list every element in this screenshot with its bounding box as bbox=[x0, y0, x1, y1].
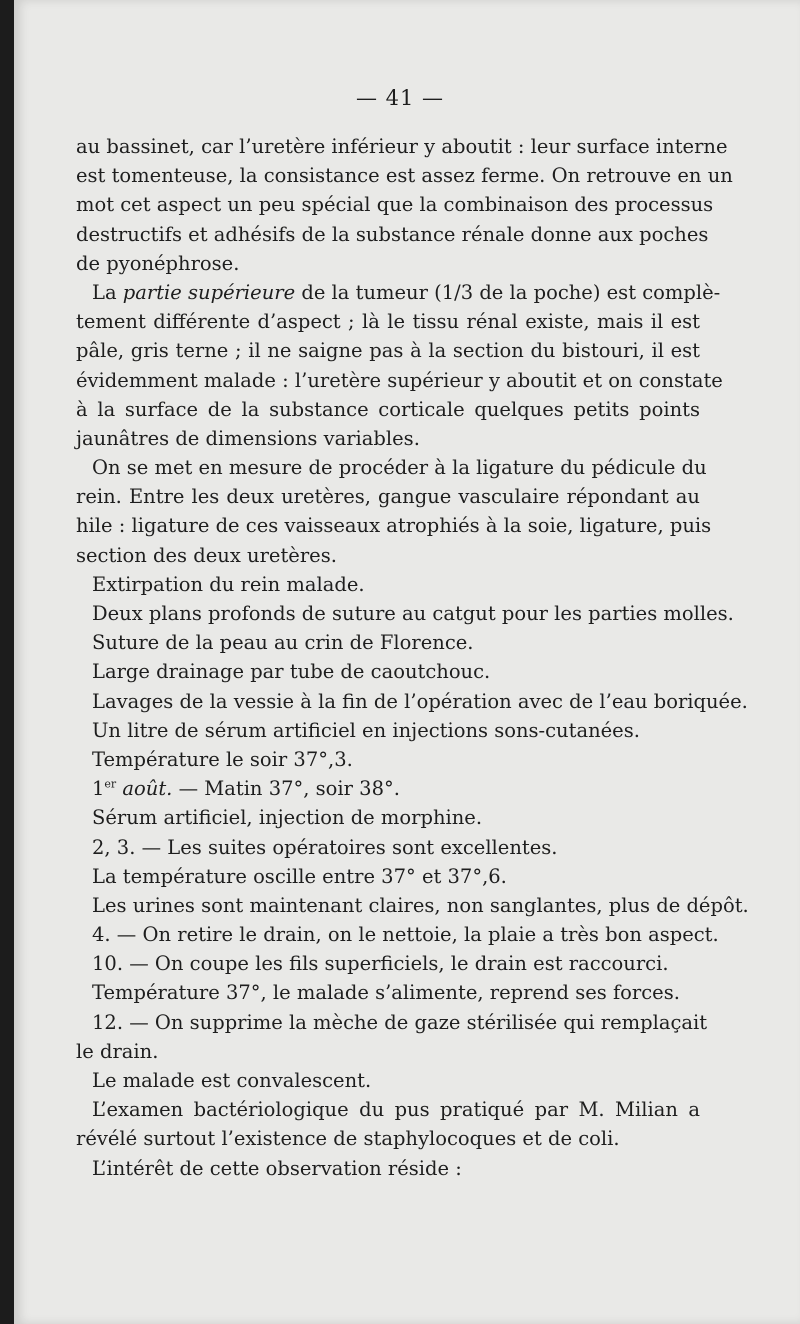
date-number: 1 bbox=[92, 777, 105, 801]
body-text bbox=[76, 132, 749, 1183]
text-line: Large drainage par tube de caoutchouc. bbox=[92, 660, 491, 684]
text-line: Extirpation du rein malade. bbox=[92, 572, 365, 596]
text-line: L’intérêt de cette observation réside : bbox=[92, 1156, 462, 1180]
text-line: Deux plans profonds de suture au catgut pour les parties molles. bbox=[92, 602, 734, 625]
text-line: Suture de la peau au crin de Florence. bbox=[92, 631, 474, 655]
text-line: Température 37°, le malade s’alimente, reprend ses forces. bbox=[92, 981, 680, 1005]
text-line-rest: de la tumeur (1/3 de la poche) est complè- bbox=[295, 280, 721, 304]
text-line: au bassinet, car l’uretère inférieur y aboutit : leur surface interne bbox=[76, 135, 728, 158]
text-line: Les urines sont maintenant claires, non sanglantes, plus de dépôt. bbox=[92, 893, 749, 917]
text-line: 4. — On retire le drain, on le nettoie, la plaie a très bon aspect. bbox=[92, 923, 719, 947]
text-line: Le malade est convalescent. bbox=[92, 1069, 372, 1092]
text-line: évidemment malade : l’uretère supérieur y aboutit et on constate bbox=[76, 368, 723, 392]
text-line: tement différente d’aspect ; là le tissu rénal existe, mais il est bbox=[76, 310, 700, 334]
text-line: destructifs et adhésifs de la substance rénale donne aux poches bbox=[76, 222, 709, 246]
date-superscript: er bbox=[104, 777, 117, 791]
text-line: rein. Entre les deux uretères, gangue vasculaire répondant au bbox=[76, 485, 700, 509]
text-line: mot cet aspect un peu spécial que la combinaison des processus bbox=[76, 193, 714, 217]
text-line: 2, 3. — Les suites opératoires sont excellentes. bbox=[92, 835, 558, 859]
date-month: août. bbox=[116, 777, 173, 801]
text-line: 12. — On supprime la mèche de gaze stérilisée qui remplaçait bbox=[92, 1010, 708, 1034]
text-line-prefix: La bbox=[92, 280, 123, 304]
text-line: On se met en mesure de procéder à la ligature du pédicule du bbox=[92, 456, 707, 480]
text-line: 10. — On coupe les fils superficiels, le drain est raccourci. bbox=[92, 952, 669, 976]
text-line: le drain. bbox=[76, 1039, 159, 1063]
page-number: — 41 — bbox=[355, 86, 445, 110]
text-line: Sérum artificiel, injection de morphine. bbox=[92, 806, 483, 830]
text-line: Un litre de sérum artificiel en injections sons-cutanées. bbox=[92, 718, 640, 742]
emphasis-partie-superieure: partie supérieure bbox=[122, 280, 296, 304]
text-line: hile : ligature de ces vaisseaux atrophiés à la soie, ligature, puis bbox=[76, 514, 712, 538]
text-line: est tomenteuse, la consistance est assez ferme. On retrouve en un bbox=[76, 164, 733, 188]
text-line bbox=[76, 774, 700, 803]
text-line: révélé surtout l’existence de staphylocoques et de coli. bbox=[76, 1127, 620, 1151]
text-line: de pyonéphrose. bbox=[76, 251, 240, 275]
text-line: section des deux uretères. bbox=[76, 543, 337, 567]
text-line: L’examen bactériologique du pus pratiqué par M. Milian a bbox=[92, 1098, 700, 1122]
text-line: à la surface de la substance corticale quelques petits points bbox=[76, 397, 700, 421]
text-line: pâle, gris terne ; il ne saigne pas à la section du bistouri, il est bbox=[76, 339, 700, 363]
text-line bbox=[76, 278, 721, 307]
text-line: Température le soir 37°,3. bbox=[92, 747, 353, 771]
text-line: jaunâtres de dimensions variables. bbox=[76, 426, 420, 450]
text-line-rest: — Matin 37°, soir 38°. bbox=[172, 777, 400, 801]
text-line: La température oscille entre 37° et 37°,6. bbox=[92, 864, 507, 888]
text-line: Lavages de la vessie à la fin de l’opération avec de l’eau boriquée. bbox=[92, 689, 748, 713]
